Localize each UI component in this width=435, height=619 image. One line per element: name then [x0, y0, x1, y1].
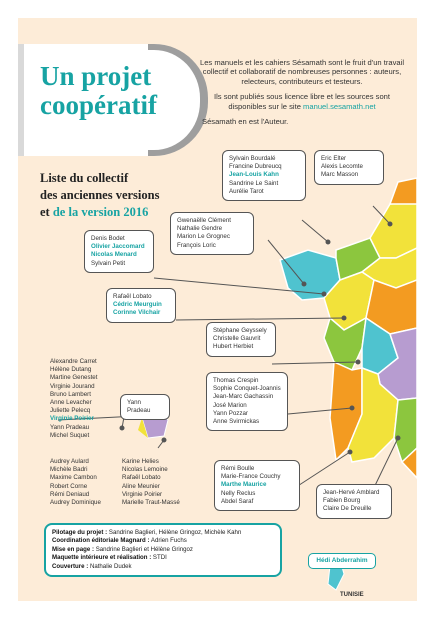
- col-a: [50, 458, 101, 507]
- name: Sylvain Bourdalé: [229, 155, 276, 162]
- credit-value: Adrien Fuchs: [150, 537, 187, 545]
- credit-role: Couverture :: [52, 562, 89, 570]
- name-highlight: Marthe Maurice: [221, 481, 267, 489]
- name: Hélène Dutang: [50, 366, 92, 374]
- name: Juliette Pelecq: [50, 407, 91, 415]
- credit-role: Maquette intérieure et réalisation :: [52, 554, 152, 562]
- name: Alexis Lecomte: [321, 163, 363, 171]
- name: Jean-Marc Gachassin: [213, 393, 274, 401]
- intro-paragraph-2-text: Ils sont publiés sous licence libre et les sources sont disponibles sur le site: [213, 92, 390, 111]
- name: Sylvain Petit: [91, 259, 126, 267]
- name: Audrey Aulard: [50, 458, 89, 465]
- name: Michel Suquet: [50, 431, 90, 439]
- credit-row: [52, 554, 274, 562]
- name: Thomas Crespin: [213, 377, 259, 384]
- credit-row: [52, 529, 274, 537]
- credit-row: [52, 537, 274, 545]
- name: Marc Masson: [321, 171, 359, 179]
- title-line-2: coopératif: [40, 90, 157, 120]
- intro-paragraph-2: [196, 92, 408, 111]
- name: Aline Meunier: [122, 482, 160, 490]
- name: Bruno Lambert: [50, 390, 91, 398]
- name: Aurélie Tarot: [229, 187, 264, 195]
- box-sud-ouest: [206, 372, 288, 431]
- name: Marie-France Couchy: [221, 473, 281, 481]
- name: Anne Levacher: [50, 399, 92, 407]
- name: Nelly Reclus: [221, 489, 256, 497]
- name: Yann Pozzar: [213, 409, 248, 417]
- name: Stéphane Geyssely: [213, 327, 267, 334]
- name: José Marion: [213, 401, 247, 409]
- name: Fabien Bourg: [323, 497, 361, 505]
- name: Rémi Boulle: [221, 465, 255, 472]
- tunisia-name-box: Hédi Abderrahim: [308, 553, 376, 569]
- credits-box: [44, 523, 282, 577]
- name: François Loric: [177, 241, 216, 249]
- credit-role: Coordination éditoriale Magnard :: [52, 537, 150, 545]
- credit-role: Mise en page :: [52, 545, 94, 553]
- credit-row: [52, 563, 274, 571]
- name: Francine Dubreucq: [229, 163, 282, 171]
- intro-paragraph-3: Sésamath en est l'Auteur.: [202, 117, 289, 127]
- credit-value: STDI: [152, 554, 167, 562]
- credit-value: Sandrine Baglieri et Hélène Gringoz: [95, 545, 193, 553]
- box-bretagne: [84, 230, 154, 273]
- name: Alexandre Carret: [50, 358, 97, 365]
- name: Nicolas Lemoine: [122, 466, 168, 474]
- name: Sophie Conquet-Joannis: [213, 385, 281, 393]
- credit-value: Sandrine Baglieri, Hélène Gringoz, Michèle Kahn: [108, 529, 242, 536]
- name-highlight: Olivier Jaccomard: [91, 243, 145, 251]
- name: Denis Bodet: [91, 235, 125, 242]
- name-highlight: Nicolas Menard: [91, 251, 137, 259]
- list-title-line-3: [40, 204, 159, 221]
- name: Karine Helies: [122, 458, 159, 465]
- credit-role: Pilotage du projet :: [52, 529, 108, 536]
- name: Rafaël Lobato: [122, 474, 161, 482]
- box-outremer: [120, 394, 170, 420]
- name-highlight: Corinne Vilchair: [113, 309, 161, 317]
- credit-row: [52, 546, 274, 554]
- name: Audrey Dominique: [50, 499, 101, 507]
- name: Christelle Gauvrit: [213, 335, 261, 343]
- intro-paragraph-1: Les manuels et les cahiers Sésamath sont le fruit d'un travail collectif et collaboratif de nombreuses personnes : auteurs, relecteurs, contributeurs et testeurs.: [199, 58, 405, 86]
- box-sud-est: [316, 484, 392, 519]
- box-pays-loire: [106, 288, 176, 323]
- name-highlight: Virginie Poirier: [50, 415, 94, 423]
- name: Nathalie Gendre: [177, 225, 223, 233]
- name: Rafaël Lobato: [113, 293, 152, 300]
- manuel-link[interactable]: manuel.sesamath.net: [303, 101, 376, 111]
- name: Virginie Poirier: [122, 490, 163, 498]
- box-sud: [214, 460, 300, 511]
- name: Martine Genestet: [50, 374, 98, 382]
- box-nord-ouest: [222, 150, 306, 201]
- col-left: [50, 358, 97, 440]
- list-title: [40, 170, 159, 221]
- name: Sandrine Le Saint: [229, 179, 279, 187]
- list-title-line-2: des anciennes versions: [40, 188, 160, 202]
- list-title-line-1: Liste du collectif: [40, 171, 129, 185]
- list-title-accent: de la version 2016: [52, 205, 149, 219]
- name: Gwenaëlle Clément: [177, 217, 231, 224]
- name: Yann Pradeau: [50, 423, 90, 431]
- name-highlight: Jean-Louis Kahn: [229, 171, 279, 179]
- box-centre: [206, 322, 276, 357]
- name: Eric Elter: [321, 155, 347, 162]
- name: Hubert Herbiet: [213, 343, 254, 351]
- title-line-1: Un projet: [40, 61, 152, 91]
- name: Marion Le Grognec: [177, 233, 230, 241]
- name: Virginie Jourand: [50, 382, 95, 390]
- page: [18, 18, 417, 601]
- name: Marielle Traut-Massé: [122, 499, 180, 507]
- name-highlight: Cédric Meurguin: [113, 301, 162, 309]
- box-normandie: [170, 212, 254, 255]
- col-b: [122, 458, 180, 507]
- tunisia-label: TUNISIE: [340, 592, 364, 598]
- name: Jean-Hervé Amblard: [323, 489, 380, 496]
- map-region-est: [390, 178, 417, 204]
- page-title: [40, 62, 157, 120]
- box-est: [314, 150, 384, 185]
- name: Rémi Deniaud: [50, 490, 90, 498]
- name: Maxime Cambon: [50, 474, 97, 482]
- name: Anne Svirmickas: [213, 418, 260, 426]
- name: Robert Corne: [50, 482, 88, 490]
- name: Michèle Badri: [50, 466, 88, 474]
- intro-text: [196, 58, 408, 132]
- credit-value: Nathalie Dudek: [89, 562, 132, 570]
- name: Abdel Saraf: [221, 497, 254, 505]
- name: Claire De Dreuille: [323, 505, 372, 513]
- list-title-prefix: et: [40, 205, 53, 219]
- name: Yann Pradeau: [127, 399, 151, 415]
